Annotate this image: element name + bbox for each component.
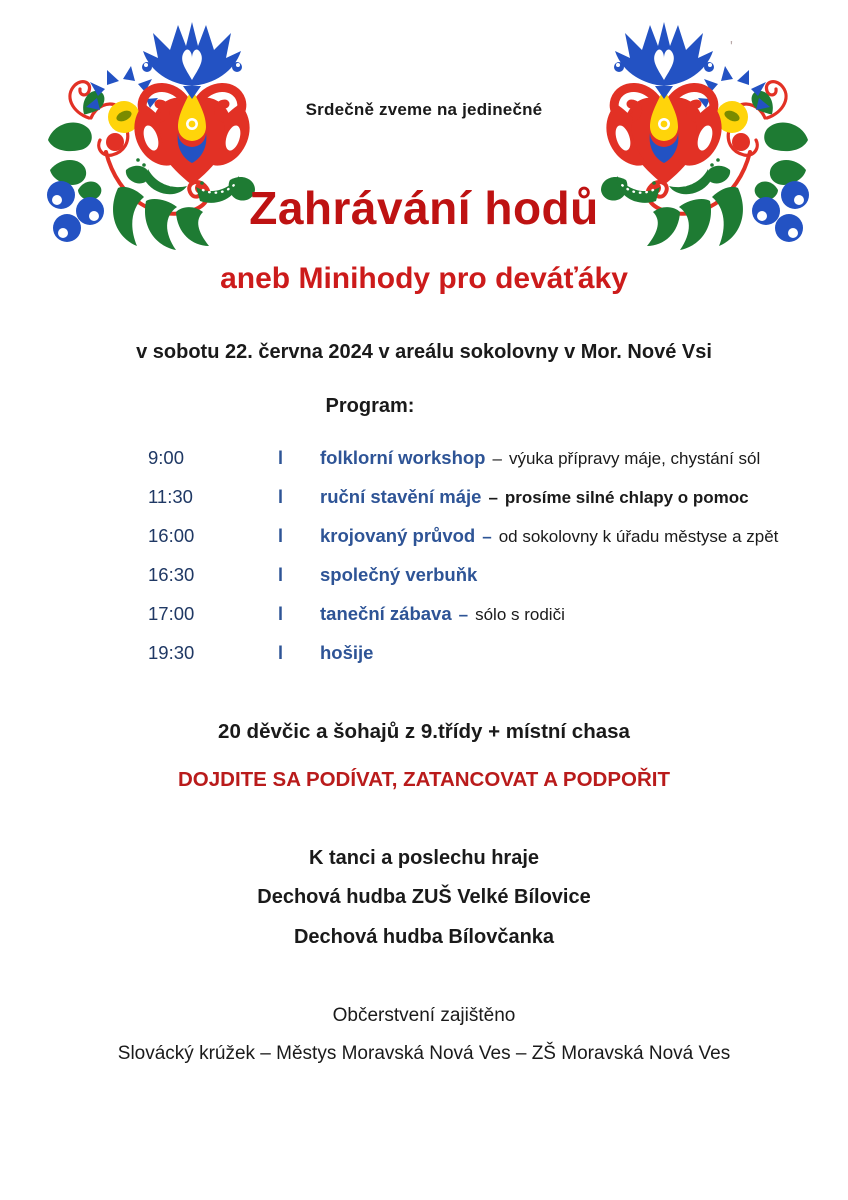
schedule-separator: l [278,448,284,468]
schedule-separator: l [278,565,284,585]
band-name: Dechová hudba ZUŠ Velké Bílovice [257,886,591,908]
schedule-event-name: krojovaný průvod [320,525,476,546]
schedule-row [0,525,848,564]
schedule-description: prosíme silné chlapy o pomoc [504,488,749,507]
schedule-separator: l [278,604,284,624]
schedule-time: 17:00 [148,603,195,624]
refreshments-line: Občerstvení zajištěno [332,1005,516,1026]
program-heading: Program: [325,395,415,417]
organizers-line: Slovácký krúžek – Městys Moravská Nová Ves – ZŠ Moravská Nová Ves [117,1043,731,1064]
poster-title: Zahrávání hodů [249,182,599,234]
schedule-row [0,564,848,603]
schedule-time: 11:30 [148,486,193,507]
schedule-time: 19:30 [148,642,195,663]
band-name: Dechová hudba Bílovčanka [293,926,555,948]
schedule-separator: l [278,643,284,663]
schedule-description: sólo s rodiči [475,605,565,624]
schedule-row [0,642,848,681]
schedule-event-name: ruční stavění máje [320,486,482,507]
schedule-event-name: taneční zábava [320,603,452,624]
schedule-time: 16:00 [148,525,195,546]
schedule-time: 9:00 [148,447,185,468]
corner-mark: ' [730,38,733,55]
schedule-dash: – [488,488,498,507]
music-heading: K tanci a poslechu hraje [308,847,540,869]
schedule-separator: l [278,487,284,507]
schedule-description: od sokolovny k úřadu městyse a zpět [498,527,779,546]
participants-line: 20 děvčic a šohajů z 9.třídy + místní chasa [218,720,630,743]
schedule-event-name: hošije [320,642,374,663]
date-location-line: v sobotu 22. června 2024 v areálu sokolovny v Mor. Nové Vsi [136,341,712,363]
program-schedule [0,447,848,681]
poster-subtitle: aneb Minihody pro deváťáky [220,262,628,295]
schedule-row [0,603,848,642]
schedule-description: výuka přípravy máje, chystání sól [508,449,761,468]
invite-line: Srdečně zveme na jedinečné [305,100,543,119]
schedule-dash: – [458,605,469,624]
schedule-event-name: společný verbuňk [320,564,478,585]
schedule-dash: – [492,449,502,468]
schedule-row [0,486,848,525]
schedule-separator: l [278,526,284,546]
call-to-action-line: DOJDITE SA PODÍVAT, ZATANCOVAT A PODPOŘIT [177,768,670,791]
schedule-time: 16:30 [148,564,195,585]
schedule-dash: – [482,527,492,546]
schedule-row [0,447,848,486]
schedule-event-name: folklorní workshop [320,447,486,468]
